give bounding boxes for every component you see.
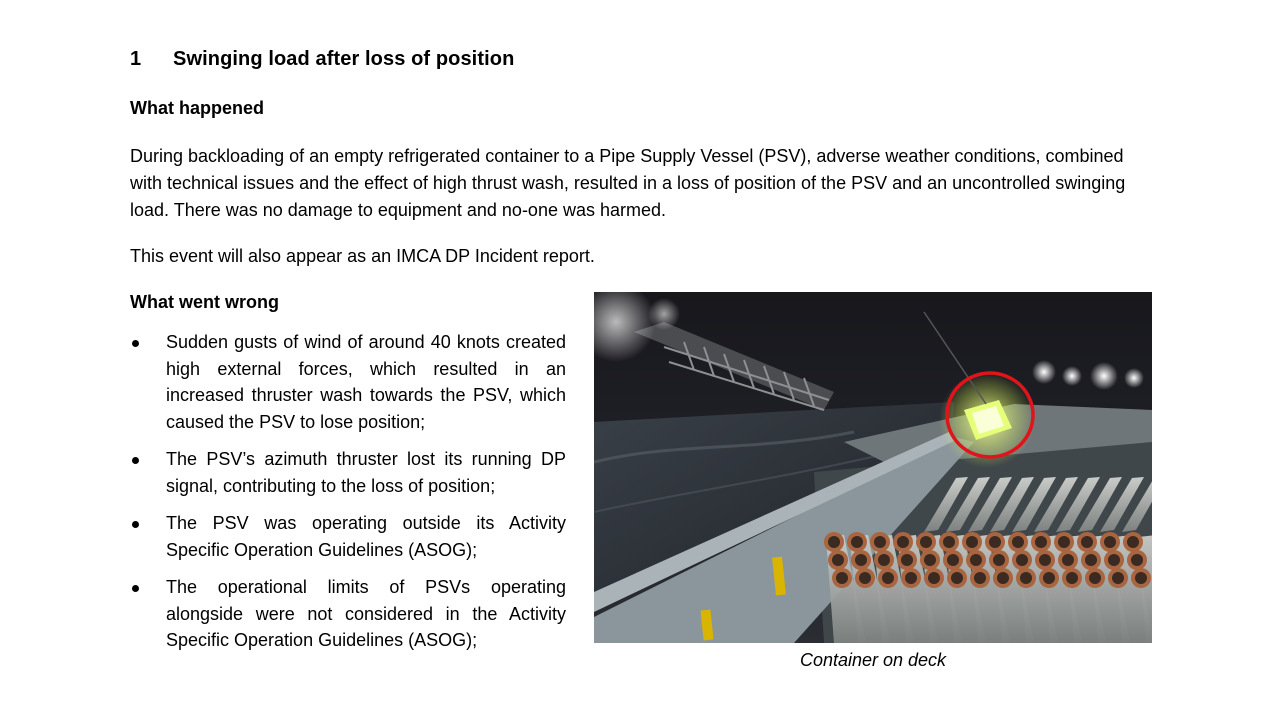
bullet-icon: [132, 340, 139, 347]
list-item: Sudden gusts of wind of around 40 knots created high external forces, which resulted in an increased thruster wash towards the PSV, which caused the PSV to lose position;: [130, 329, 566, 435]
figure-caption: Container on deck: [799, 650, 947, 670]
what-happened-paragraph: During backloading of an empty refrigerated container to a Pipe Supply Vessel (PSV), adverse weather conditions, combined with technical issues and the effect of high thrust wash, resulted in a loss of position of the PSV and an uncontrolled swinging load. There was no damage to equipment and no-one was harmed.: [130, 146, 1126, 220]
list-item: The operational limits of PSVs operating alongside were not considered in the Activity Specific Operation Guidelines (ASOG);: [130, 574, 566, 654]
bullet-icon: [132, 585, 139, 592]
list-item: The PSV’s azimuth thruster lost its running DP signal, contributing to the loss of position;: [130, 446, 566, 499]
incident-report-note: This event will also appear as an IMCA DP Incident report.: [130, 246, 595, 266]
deck-photo: [594, 292, 1152, 643]
what-went-wrong-list: [130, 329, 566, 665]
bullet-icon: [132, 521, 139, 528]
section-number: 1: [130, 48, 142, 70]
what-went-wrong-heading: What went wrong: [130, 292, 279, 312]
bullet-icon: [132, 457, 139, 464]
what-happened-heading: What happened: [130, 98, 264, 118]
list-item: The PSV was operating outside its Activity Specific Operation Guidelines (ASOG);: [130, 510, 566, 563]
section-title: Swinging load after loss of position: [173, 48, 515, 70]
section-heading: [130, 48, 514, 71]
